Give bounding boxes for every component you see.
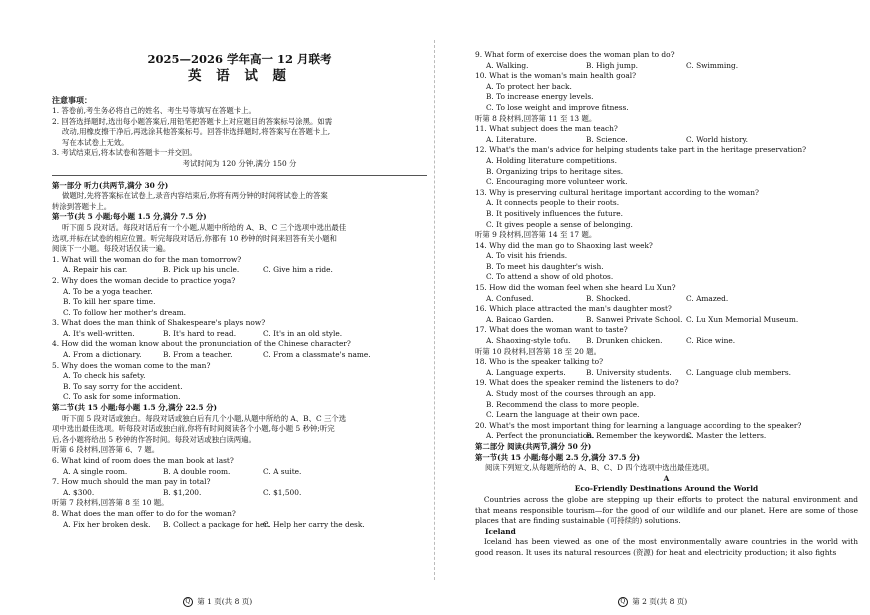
option-b: B. Drunken chicken.	[586, 336, 663, 346]
question-18-options	[475, 368, 858, 379]
option-b: B. From a teacher.	[163, 350, 233, 360]
option-a: A. To be a yoga teacher.	[63, 286, 153, 296]
option-c: C. Master the letters.	[686, 431, 767, 441]
option-a: A. To visit his friends.	[486, 251, 568, 261]
notice-1: 1. 答卷前,考生务必将自己的姓名、考生号等填写在答题卡上。	[52, 106, 256, 115]
section-heading-iceland: Iceland	[485, 526, 516, 536]
section1-intro-2: 选项,并标在试卷的相应位置。听完每段对话后,你都有 10 秒钟的时间来回答有关小题和	[52, 233, 337, 243]
option-c: C. Help her carry the desk.	[263, 519, 365, 529]
option-a: A. Fix her broken desk.	[63, 519, 151, 529]
section2-intro-2: 项中选出最佳选项。听每段对话或独白前,你将有时间阅读各个小题,每小题 5 秒钟;听完	[52, 424, 335, 434]
question-1: 1. What will the woman do for the man tomorrow?	[52, 254, 242, 264]
passage-letter: A	[663, 473, 670, 483]
option-c: C. A suite.	[263, 466, 302, 476]
exam-title: 2025—2026 学年高一 12 月联考	[147, 52, 332, 66]
option-b: B. Collect a package for her.	[163, 519, 270, 529]
section1-intro-3: 阅读下一小题。每段对话仅读一遍。	[52, 244, 171, 254]
option-c: C. Lu Xun Memorial Museum.	[686, 314, 799, 324]
option-c: C. Language club members.	[686, 367, 792, 377]
option-c: C. Swimming.	[686, 60, 739, 70]
reading-section1-intro: 阅读下列短文,从每题所给的 A、B、C、D 四个选项中选出最佳选项。	[485, 463, 714, 473]
option-a: A. From a dictionary.	[63, 350, 142, 360]
question-3-options	[52, 329, 427, 340]
option-b: B. To increase energy levels.	[486, 92, 594, 102]
subject-title: 英 语 试 题	[187, 68, 292, 84]
question-7-options	[52, 488, 427, 499]
material-10-instruction: 听第 10 段材料,回答第 18 至 20 题。	[475, 346, 601, 356]
question-18: 18. Who is the speaker talking to?	[475, 357, 604, 367]
part1-intro-2: 转涂到答题卡上。	[52, 201, 112, 211]
option-a: A. A single room.	[63, 466, 128, 476]
option-c: C. Amazed.	[686, 293, 729, 303]
question-15-options	[475, 294, 858, 305]
section1-title: 第一节(共 5 小题;每小题 1.5 分,满分 7.5 分)	[52, 212, 207, 222]
question-9-options	[475, 61, 858, 72]
notice-2: 2. 回答选择题时,选出每小题答案后,用铅笔把答题卡上对应题目的答案标号涂黑。如需	[52, 116, 333, 126]
material-8-instruction: 听第 8 段材料,回答第 11 至 13 题。	[475, 113, 597, 123]
q-logo-icon: Q	[183, 597, 193, 607]
question-16: 16. Which place attracted the man's daughter most?	[475, 304, 672, 314]
question-4: 4. How did the woman know about the pronunciation of the Chinese character?	[52, 339, 351, 349]
question-17: 17. What does the woman want to taste?	[475, 325, 628, 335]
option-a: A. Perfect the pronunciation.	[486, 431, 595, 441]
option-c: C. Learn the language at their own pace.	[486, 410, 640, 420]
option-a: A. Literature.	[486, 134, 537, 144]
option-c: C. It's in an old style.	[263, 328, 343, 338]
question-7: 7. How much should the man pay in total?	[52, 477, 211, 487]
question-2: 2. Why does the woman decide to practice yoga?	[52, 275, 236, 285]
question-3: 3. What does the man think of Shakespeare's plays now?	[52, 318, 266, 328]
question-16-options	[475, 315, 858, 326]
option-c: C. From a classmate's name.	[263, 350, 371, 360]
option-a: A. Shaoxing-style tofu.	[486, 336, 571, 346]
part1-intro-1: 做题时,先将答案标在试卷上,录音内容结束后,你将有两分钟的时间将试卷上的答案	[62, 191, 328, 201]
question-20-options	[475, 431, 858, 442]
option-b: B. Shocked.	[586, 293, 631, 303]
option-c: C. To ask for some information.	[63, 392, 181, 402]
option-b: B. University students.	[586, 367, 672, 377]
option-b: B. Organizing trips to heritage sites.	[486, 166, 624, 176]
option-a: A. Language experts.	[486, 367, 566, 377]
option-c: C. To follow her mother's dream.	[63, 307, 186, 317]
option-c: C. It gives people a sense of belonging.	[486, 219, 633, 229]
option-b: B. $1,200.	[163, 487, 202, 497]
option-b: B. Remember the keywords.	[586, 431, 693, 441]
page-number: 第 2 页(共 8 页)	[632, 597, 688, 606]
option-a: A. It connects people to their roots.	[486, 198, 620, 208]
question-20: 20. What's the most important thing for learning a language according to the speaker?	[475, 420, 802, 430]
option-b: B. It positively influences the future.	[486, 208, 624, 218]
option-c: C. World history.	[686, 134, 749, 144]
option-c: C. Rice wine.	[686, 336, 736, 346]
question-11-options	[475, 135, 858, 146]
option-c: C. Give him a ride.	[263, 265, 333, 275]
option-a: A. To check his safety.	[63, 371, 146, 381]
question-6: 6. What kind of room does the man book at last?	[52, 456, 234, 465]
option-b: B. High jump.	[586, 60, 638, 70]
option-b: B. Science.	[586, 134, 628, 144]
divider-line	[52, 175, 427, 176]
part2-title: 第二部分 阅读(共两节,满分 50 分)	[475, 441, 592, 451]
option-a: A. To protect her back.	[486, 81, 572, 91]
notice-2-cont2: 写在本试卷上无效。	[62, 137, 129, 147]
option-a: A. $300.	[63, 487, 95, 497]
passage-paragraph-2: Iceland has been viewed as one of the most environmentally aware countries in the world with good reason. It uses its natural resources (资源) for heat and electricity production; it also fights	[475, 537, 858, 557]
option-a: A. Confused.	[486, 293, 534, 303]
notice-heading: 注意事项：	[52, 95, 92, 105]
question-10: 10. What is the woman's main health goal?	[475, 71, 637, 81]
question-9: 9. What form of exercise does the woman plan to do?	[475, 50, 675, 59]
option-b: B. To meet his daughter's wish.	[486, 261, 604, 271]
question-11: 11. What subject does the man teach?	[475, 124, 618, 134]
question-1-options	[52, 265, 427, 276]
page-footer	[435, 596, 870, 607]
question-12: 12. What's the man's advice for helping students take part in the heritage preservation?	[475, 145, 807, 155]
option-c: C. Encouraging more volunteer work.	[486, 177, 628, 187]
page-2	[435, 0, 870, 615]
option-c: C. $1,500.	[263, 487, 302, 497]
option-c: C. To attend a show of old photos.	[486, 272, 614, 282]
section1-intro-1: 听下面 5 段对话。每段对话后有一个小题,从题中所给的 A、B、C 三个选项中选出最佳	[62, 222, 347, 232]
option-a: A. Holding literature competitions.	[486, 155, 617, 165]
section2-intro-3: 后,各小题将给出 5 秒钟的作答时间。每段对话或独白读两遍。	[52, 434, 256, 444]
question-13: 13. Why is preserving cultural heritage important according to the woman?	[475, 187, 759, 197]
q-logo-icon: Q	[618, 597, 628, 607]
question-8-options	[52, 520, 427, 531]
exam-time: 考试时间为 120 分钟,满分 150 分	[182, 158, 297, 168]
section2-title: 第二节(共 15 小题;每小题 1.5 分,满分 22.5 分)	[52, 403, 217, 413]
option-b: B. A double room.	[163, 466, 231, 476]
question-6-options	[52, 467, 427, 478]
reading-section1-title: 第一节(共 15 小题;每小题 2.5 分,满分 37.5 分)	[475, 452, 640, 462]
notice-2-cont: 改动,用橡皮擦干净后,再选涂其他答案标号。回答非选择题时,将答案写在答题卡上,	[62, 127, 331, 137]
passage-title: Eco-Friendly Destinations Around the World	[574, 484, 759, 494]
page-footer	[0, 596, 435, 607]
question-5: 5. Why does the woman come to the man?	[52, 360, 211, 370]
option-b: B. Pick up his uncle.	[163, 265, 240, 275]
section2-intro-1: 听下面 5 段对话或独白。每段对话或独白后有几个小题,从题中所给的 A、B、C 三个选	[62, 413, 347, 423]
question-8: 8. What does the man offer to do for the woman?	[52, 508, 236, 518]
passage-paragraph-1: Countries across the globe are stepping up their efforts to protect the natural environment and that means responsible tourism—for the good of our wildlife and our planet. Here are some of those places that are finding sustainable (可持续的) solutions.	[475, 494, 858, 526]
material-9-instruction: 听第 9 段材料,回答第 14 至 17 题。	[475, 230, 597, 240]
option-b: B. Recommend the class to more people.	[486, 399, 640, 409]
option-b: B. It's hard to read.	[163, 328, 237, 338]
page-number: 第 1 页(共 8 页)	[197, 597, 253, 606]
question-15: 15. How did the woman feel when she heard Lu Xun?	[475, 283, 676, 293]
notice-3: 3. 考试结束后,将本试卷和答题卡一并交回。	[52, 148, 197, 158]
option-b: B. To kill her spare time.	[63, 297, 156, 307]
option-b: B. Sanwei Private School.	[586, 314, 683, 324]
part1-title: 第一部分 听力(共两节,满分 30 分)	[52, 180, 169, 190]
option-a: A. Study most of the courses through an app.	[486, 389, 656, 398]
option-a: A. It's well-written.	[63, 328, 135, 338]
option-b: B. To say sorry for the accident.	[63, 381, 183, 391]
question-19: 19. What does the speaker remind the listeners to do?	[475, 378, 679, 388]
question-17-options	[475, 336, 858, 347]
option-a: A. Walking.	[486, 60, 529, 70]
material-6-instruction: 听第 6 段材料,回答第 6、7 题。	[52, 445, 160, 455]
option-a: A. Repair his car.	[63, 265, 128, 275]
option-c: C. To lose weight and improve fitness.	[486, 102, 629, 112]
question-14: 14. Why did the man go to Shaoxing last week?	[475, 240, 653, 250]
material-7-instruction: 听第 7 段材料,回答第 8 至 10 题。	[52, 498, 169, 508]
option-a: A. Baicao Garden.	[486, 314, 554, 324]
question-4-options	[52, 350, 427, 361]
